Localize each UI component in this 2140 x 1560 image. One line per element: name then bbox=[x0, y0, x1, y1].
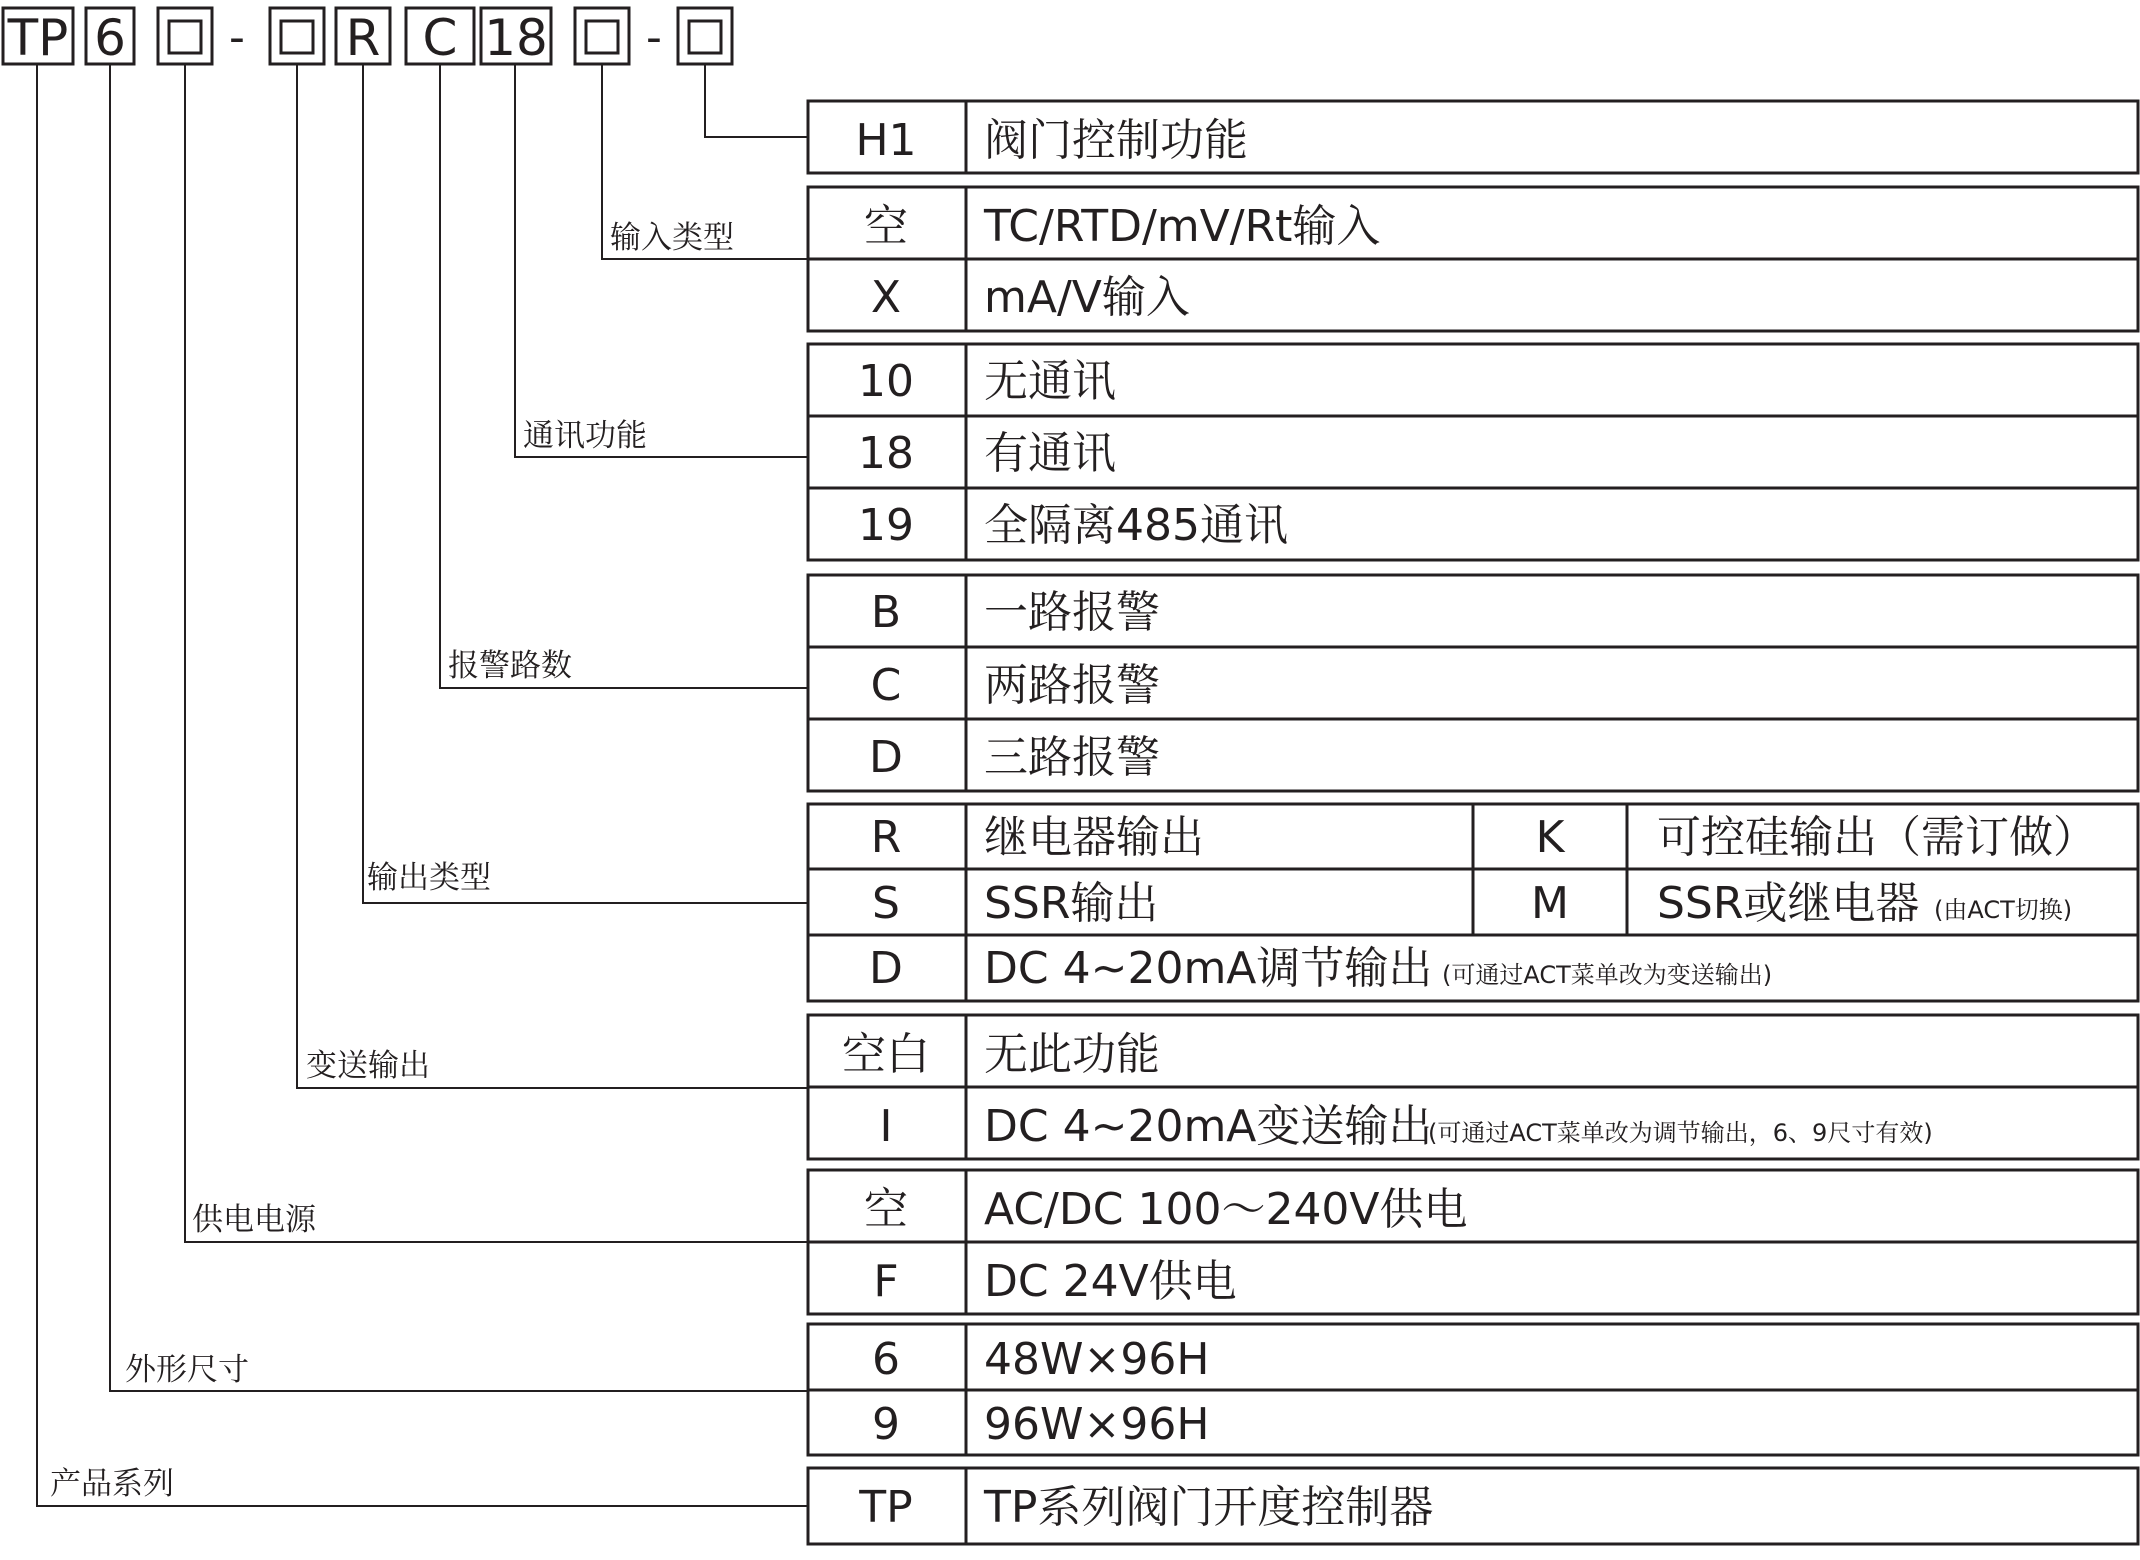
option-desc: 无通讯 bbox=[984, 356, 1116, 407]
label-size: 外形尺寸 bbox=[125, 1352, 249, 1388]
option-code: K bbox=[1535, 812, 1565, 863]
option-desc: 全隔离485通讯 bbox=[984, 500, 1288, 551]
option-group-power bbox=[808, 1170, 2138, 1314]
option-code: 空 bbox=[864, 1184, 908, 1235]
option-desc: 可控硅输出（需订做） bbox=[1657, 812, 2097, 863]
label-series: 产品系列 bbox=[50, 1466, 174, 1502]
option-desc: SSR或继电器 bbox=[1657, 878, 1920, 929]
code-box-power bbox=[158, 8, 212, 64]
option-code: 空白 bbox=[842, 1029, 930, 1080]
option-code: D bbox=[869, 732, 903, 783]
label-output-type: 输出类型 bbox=[367, 860, 491, 896]
code-separator-1: - bbox=[229, 12, 245, 63]
option-group-alarm bbox=[808, 575, 2138, 791]
option-code: 空 bbox=[864, 201, 908, 252]
connector-valve bbox=[705, 64, 808, 137]
option-note: (可通过ACT菜单改为调节输出，6、9尺寸有效) bbox=[1428, 1119, 1933, 1147]
option-desc: DC 4~20mA变送输出 bbox=[984, 1101, 1433, 1152]
connector-lines bbox=[37, 64, 808, 1506]
option-group-valve bbox=[808, 101, 2138, 173]
code-box-series bbox=[3, 8, 73, 67]
option-desc: 96W×96H bbox=[984, 1399, 1210, 1450]
code-box-output-type bbox=[336, 8, 390, 67]
option-group-comm bbox=[808, 344, 2138, 560]
option-code: F bbox=[873, 1256, 899, 1307]
option-code: 10 bbox=[858, 356, 914, 407]
option-desc: DC 24V供电 bbox=[984, 1256, 1237, 1307]
option-desc: TC/RTD/mV/Rt输入 bbox=[984, 201, 1381, 252]
option-desc: AC/DC 100～240V供电 bbox=[984, 1184, 1468, 1235]
option-desc: mA/V输入 bbox=[984, 272, 1190, 323]
code-separator-2: - bbox=[646, 12, 662, 63]
code-box-alarm-text: C bbox=[422, 9, 458, 67]
option-desc: DC 4~20mA调节输出 bbox=[984, 943, 1433, 994]
option-group-input-type bbox=[808, 187, 2138, 331]
option-code: B bbox=[870, 587, 902, 638]
connector-transmit bbox=[297, 64, 808, 1088]
option-code: 19 bbox=[858, 500, 914, 551]
option-desc: 三路报警 bbox=[984, 732, 1160, 783]
option-code: 9 bbox=[872, 1399, 900, 1450]
option-desc: 有通讯 bbox=[984, 428, 1116, 479]
code-box-series-text: TP bbox=[7, 9, 69, 67]
option-desc: 无此功能 bbox=[984, 1029, 1160, 1080]
option-code: X bbox=[870, 272, 902, 323]
option-code: I bbox=[879, 1101, 893, 1152]
option-code: 6 bbox=[872, 1334, 900, 1385]
code-box-alarm bbox=[406, 8, 474, 67]
connector-output-type bbox=[363, 64, 808, 903]
label-input-type: 输入类型 bbox=[610, 220, 734, 256]
option-code: M bbox=[1531, 878, 1569, 929]
option-code: D bbox=[869, 943, 903, 994]
field-labels bbox=[50, 220, 734, 1502]
option-group-series bbox=[808, 1468, 2138, 1544]
option-desc: TP系列阀门开度控制器 bbox=[984, 1482, 1434, 1533]
option-code: C bbox=[870, 660, 902, 711]
label-power: 供电电源 bbox=[192, 1202, 316, 1238]
code-box-input-type bbox=[575, 8, 629, 64]
option-note: (可通过ACT菜单改为变送输出) bbox=[1442, 961, 1773, 989]
label-transmit: 变送输出 bbox=[306, 1048, 430, 1084]
option-desc: SSR输出 bbox=[984, 878, 1159, 929]
code-box-output-type-text: R bbox=[345, 9, 381, 67]
connector-alarm bbox=[440, 64, 808, 688]
code-box-transmit bbox=[270, 8, 324, 64]
option-desc: 阀门控制功能 bbox=[984, 115, 1248, 166]
option-code: R bbox=[870, 812, 902, 863]
code-box-size-text: 6 bbox=[94, 9, 126, 67]
connector-size bbox=[110, 64, 808, 1391]
code-box-comm-text: 18 bbox=[484, 9, 548, 67]
option-code: TP bbox=[859, 1482, 913, 1533]
option-note: (由ACT切换) bbox=[1934, 896, 2073, 924]
code-box-valve bbox=[678, 8, 732, 64]
code-boxes bbox=[3, 8, 732, 67]
label-comm: 通讯功能 bbox=[523, 418, 647, 454]
option-group-transmit bbox=[808, 1015, 2138, 1159]
connector-comm bbox=[515, 64, 808, 457]
code-box-comm bbox=[481, 8, 551, 67]
option-desc: 继电器输出 bbox=[984, 812, 1204, 863]
option-desc: 48W×96H bbox=[984, 1334, 1210, 1385]
option-desc: 一路报警 bbox=[984, 587, 1160, 638]
option-code: H1 bbox=[855, 115, 917, 166]
option-group-size bbox=[808, 1324, 2138, 1455]
label-alarm: 报警路数 bbox=[448, 648, 572, 684]
code-box-size bbox=[86, 8, 134, 67]
option-desc: 两路报警 bbox=[984, 660, 1160, 711]
option-group-output-type bbox=[808, 804, 2138, 1001]
option-code: 18 bbox=[858, 428, 914, 479]
option-code: S bbox=[872, 878, 900, 929]
connector-series bbox=[37, 64, 808, 1506]
